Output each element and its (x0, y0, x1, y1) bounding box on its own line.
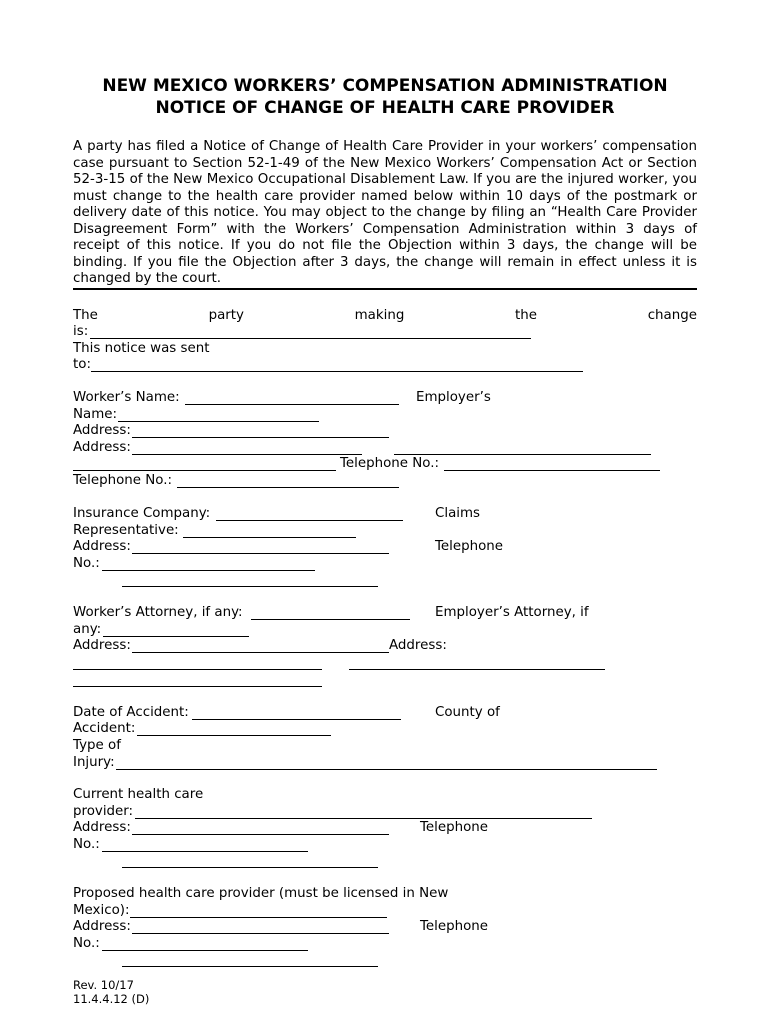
rule-code-label: 11.4.4.12 (D) (73, 992, 150, 1006)
county-of-accident-field[interactable] (137, 735, 331, 736)
employer-address-label: Address: (73, 440, 131, 455)
insurance-telephone-label: Telephone (435, 539, 504, 554)
worker-attorney-address-field-2[interactable] (73, 669, 322, 670)
insurance-telephone-no-label: No.: (73, 556, 100, 571)
insurance-company-field[interactable] (216, 520, 403, 521)
notice-sent-to-field[interactable] (91, 371, 583, 372)
proposed-provider-telephone-label: Telephone (420, 919, 489, 934)
employers-label: Employer’s (416, 390, 491, 405)
employer-name-field[interactable] (118, 421, 319, 422)
proposed-provider-no-label: No.: (73, 936, 100, 951)
current-provider-telephone-field[interactable] (102, 851, 308, 852)
party-making-change-line (73, 308, 697, 324)
worker-address-field-2[interactable] (73, 470, 336, 471)
current-provider-label: Current health care (73, 787, 204, 802)
employer-attorney-label: Employer’s Attorney, if (435, 605, 589, 620)
insurance-telephone-field[interactable] (102, 570, 315, 571)
employer-attorney-field[interactable] (103, 636, 249, 637)
insurance-address-field-2[interactable] (122, 586, 378, 587)
to-label: to: (73, 357, 91, 372)
type-of-label: Type of (73, 738, 121, 753)
county-accident-label: Accident: (73, 721, 136, 736)
form-title-notice: NOTICE OF CHANGE OF HEALTH CARE PROVIDER (155, 98, 615, 118)
current-provider-no-label: No.: (73, 837, 100, 852)
proposed-provider-telephone-field[interactable] (102, 950, 308, 951)
current-provider-telephone-label: Telephone (420, 820, 489, 835)
insurance-company-label: Insurance Company: (73, 506, 211, 521)
employer-telephone-field[interactable] (444, 470, 660, 471)
employer-attorney-any-label: any: (73, 622, 102, 637)
worker-attorney-address-field[interactable] (132, 652, 389, 653)
section-divider (73, 288, 697, 290)
date-of-accident-field[interactable] (192, 719, 401, 720)
injury-label: Injury: (73, 755, 115, 770)
employer-attorney-address-field[interactable] (349, 669, 605, 670)
word-party: party (208, 308, 244, 323)
party-making-change-field[interactable] (90, 338, 531, 339)
current-provider-address-label: Address: (73, 820, 131, 835)
claims-label: Claims (435, 506, 481, 521)
proposed-provider-address-field-2[interactable] (122, 966, 378, 967)
claims-representative-label: Representative: (73, 523, 179, 538)
notice-sent-label: This notice was sent (73, 341, 210, 356)
employer-name-label: Name: (73, 407, 118, 422)
revision-label: Rev. 10/17 (73, 978, 134, 992)
intro-paragraph: A party has filed a Notice of Change of Health Care Provider in your workers’ compensation case pursuant to Section 52-1-49 of the New Mexico Workers’ Compensation Act or Section 52-3-15 of the New Mexico Occupational Disablement Law. If you are the injured worker, you must change to the health care provider named below within 10 days of the postmark or delivery date of this notice. You may object to the change by filing an “Health Care Provider Disagreement Form” with the Workers’ Compensation Administration within 3 days of receipt of this notice. If you do not file the Objection within 3 days, the change will be binding. If you file the Objection after 3 days, the change will remain in effect unless it is changed by the court. (73, 139, 697, 286)
word-the: The (73, 308, 98, 323)
proposed-provider-address-field[interactable] (132, 933, 389, 934)
current-provider-address-field-2[interactable] (122, 867, 378, 868)
worker-telephone-field[interactable] (177, 487, 399, 488)
worker-attorney-address-label: Address: (73, 638, 131, 653)
employer-address-field[interactable] (132, 454, 362, 455)
worker-address-label: Address: (73, 423, 131, 438)
worker-attorney-label: Worker’s Attorney, if any: (73, 605, 243, 620)
employer-attorney-address-label: Address: (389, 638, 447, 653)
proposed-provider-address-label: Address: (73, 919, 131, 934)
worker-attorney-address-field-3[interactable] (73, 686, 322, 687)
worker-attorney-field[interactable] (251, 619, 410, 620)
worker-name-label: Worker’s Name: (73, 390, 180, 405)
worker-address-field[interactable] (132, 437, 389, 438)
word-the-2: the (515, 308, 538, 323)
employer-telephone-label: Telephone No.: (340, 456, 440, 471)
word-change: change (647, 308, 697, 323)
county-of-label: County of (435, 705, 500, 720)
current-provider-field[interactable] (135, 818, 592, 819)
employer-address-field-2[interactable] (394, 454, 651, 455)
current-provider-name-label: provider: (73, 804, 134, 819)
is-label: is: (73, 324, 89, 339)
proposed-provider-label: Proposed health care provider (must be licensed in New (73, 886, 449, 901)
worker-name-field[interactable] (185, 404, 399, 405)
type-of-injury-field[interactable] (116, 769, 657, 770)
current-provider-address-field[interactable] (132, 834, 389, 835)
proposed-provider-mexico-label: Mexico): (73, 903, 130, 918)
date-of-accident-label: Date of Accident: (73, 705, 189, 720)
form-title-agency: NEW MEXICO WORKERS’ COMPENSATION ADMINISTRATION (102, 76, 668, 96)
claims-representative-field[interactable] (183, 537, 356, 538)
proposed-provider-field[interactable] (130, 917, 387, 918)
worker-telephone-label: Telephone No.: (73, 473, 173, 488)
insurance-address-field[interactable] (132, 553, 389, 554)
insurance-address-label: Address: (73, 539, 131, 554)
word-making: making (354, 308, 405, 323)
